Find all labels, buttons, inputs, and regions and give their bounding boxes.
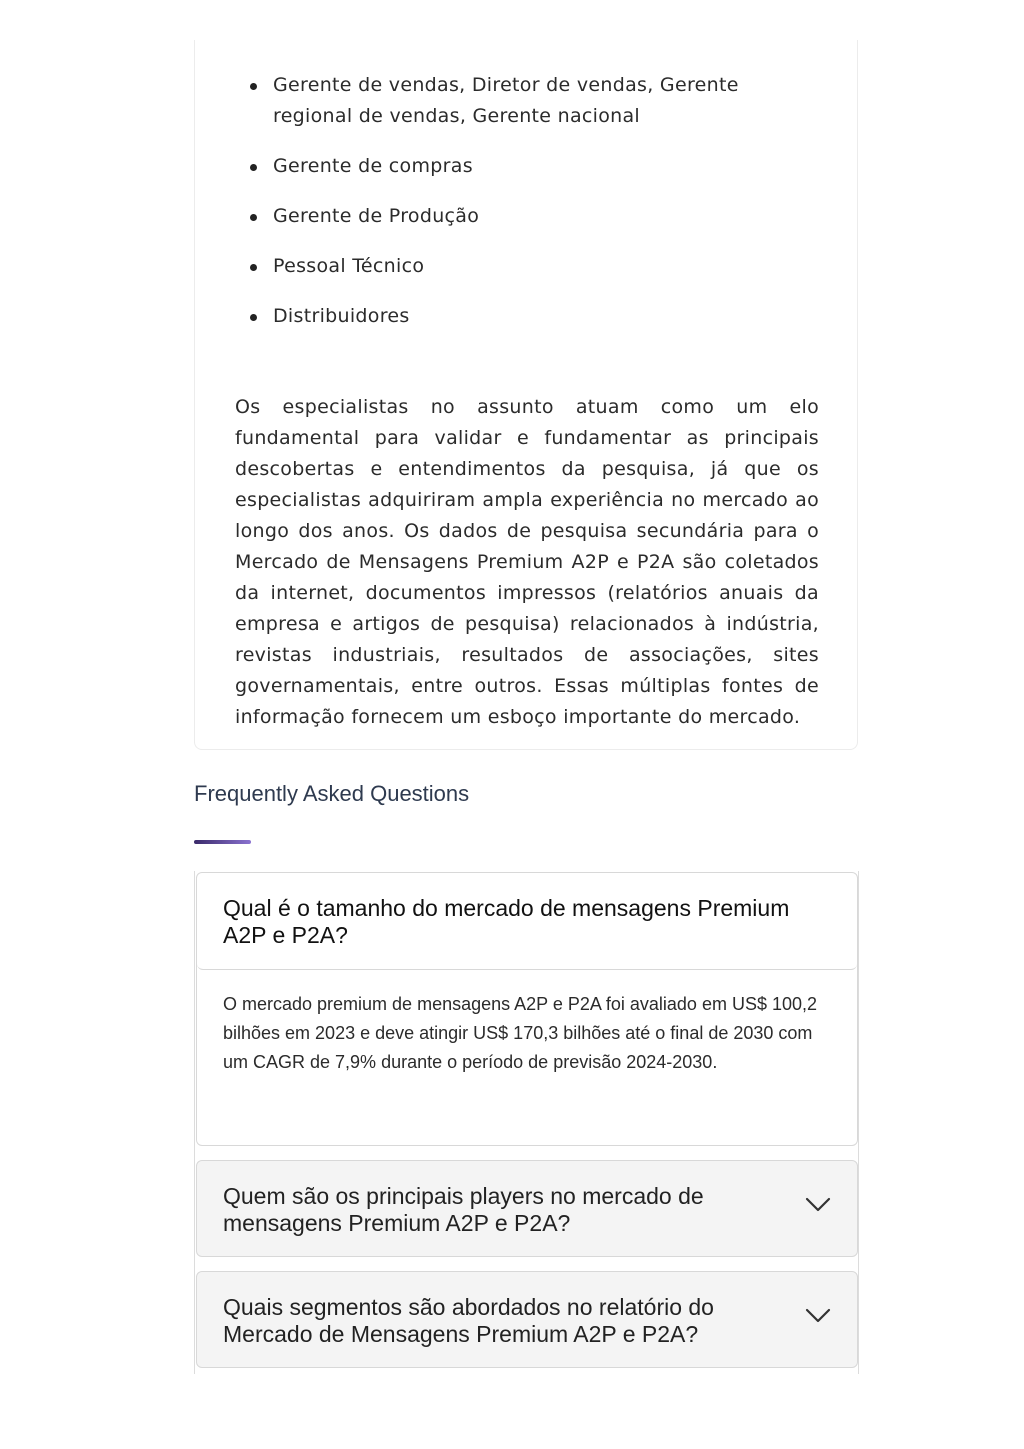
faq-answer: O mercado premium de mensagens A2P e P2A foi avaliado em US$ 100,2 bilhões em 2023 e deve atingir US$ 170,3 bilhões até o final de 2030 com um CAGR de 7,9% durante o período de previsão 2024-2030. [223,994,818,1072]
research-paragraph: Os especialistas no assunto atuam como um elo fundamental para validar e fundamentar as principais descobertas e entendimentos da pesquisa, já que os especialistas adquiriram ampla experiência no mercado ao longo dos anos. Os dados de pesquisa secundária para o Mercado de Mensagens Premium A2P e P2A são coletados da internet, documentos impressos (relatórios anuais da empresa e artigos de pesquisa) relacionados à indústria, revistas industriais, resultados de associações, sites governamentais, entre outros. Essas múltiplas fontes de informação fornecem um esboço importante do mercado. [235,396,819,728]
expert-list [195,70,857,351]
list-item: Pessoal Técnico [195,251,857,282]
faq-question-button[interactable]: Qual é o tamanho do mercado de mensagens Premium A2P e P2A? [197,873,857,970]
chevron-down-icon[interactable] [805,1197,831,1213]
faq-item-segments[interactable] [196,1271,858,1368]
faq-item-market-size [196,872,858,1146]
faq-question[interactable]: Quais segmentos são abordados no relatório do Mercado de Mensagens Premium A2P e P2A? [223,1294,714,1347]
list-item: Distribuidores [195,301,857,332]
faq-item-key-players[interactable] [196,1160,858,1257]
list-item: Gerente de Produção [195,201,857,232]
chevron-down-icon[interactable] [805,1308,831,1324]
faq-title-underline [194,840,251,844]
list-item: Gerente de vendas, Diretor de vendas, Gerente regional de vendas, Gerente nacional [195,70,857,132]
list-item: Gerente de compras [195,151,857,182]
faq-title: Frequently Asked Questions [194,781,470,806]
methodology-card [194,40,858,750]
faq-question[interactable]: Quem são os principais players no mercado de mensagens Premium A2P e P2A? [223,1183,704,1236]
